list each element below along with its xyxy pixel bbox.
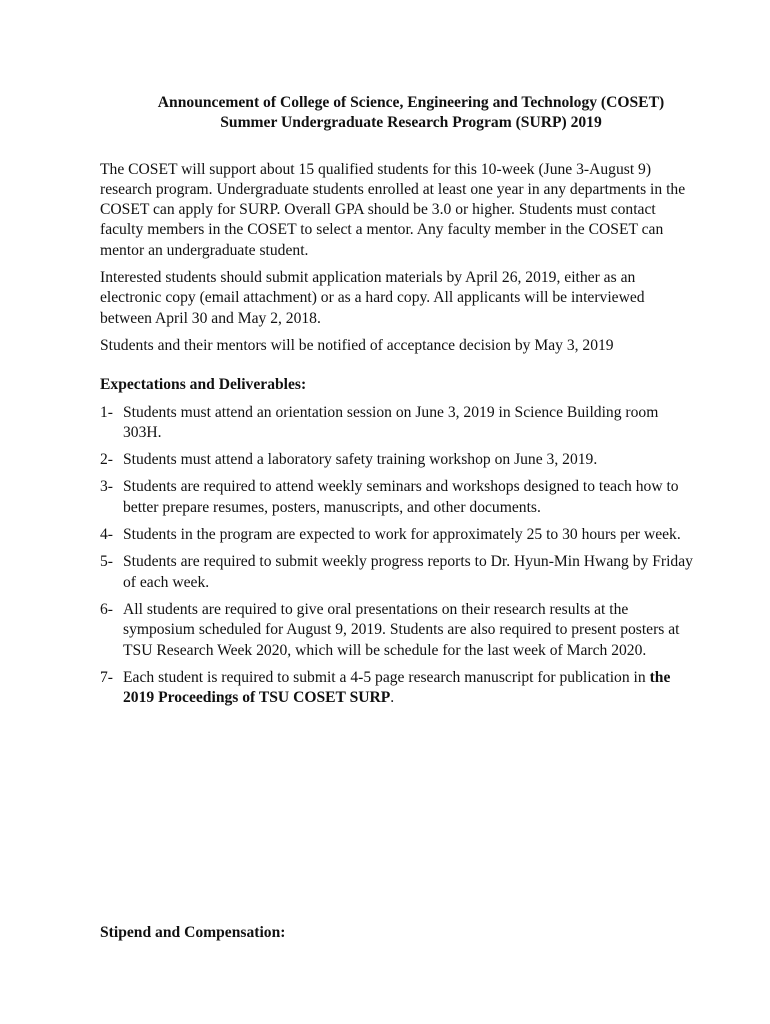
list-item-text: All students are required to give oral presentations on their research results at the symposium scheduled for August 9, 2019. Students are also required to present posters at TSU Research Week 2020, which will be schedule for the last week of March 2020. [123,600,680,659]
list-item-number: 4- [100,526,113,544]
list-item-number: 1- [100,403,113,421]
proceedings-title: the 2019 Proceedings of TSU COSET SURP [123,668,671,707]
notification-paragraph: Students and their mentors will be notified of acceptance decision by May 3, 2019 [100,336,614,354]
list-item [100,450,700,470]
list-item [100,525,700,545]
list-item-text-before: Each student is required to submit a 4-5 page research manuscript for publication in [123,668,650,686]
list-item-text: Students must attend an orientation session on June 3, 2019 in Science Building room 303H. [123,403,659,441]
list-item-text-after: . [390,689,395,707]
list-item [100,403,700,444]
list-item [100,600,700,661]
list-item [100,477,700,518]
list-item-number: 6- [100,600,113,618]
list-item-text: Students in the program are expected to work for approximately 25 to 30 hours per week. [123,526,681,544]
list-item-number: 5- [100,553,113,571]
title-line-1: Announcement of College of Science, Engineering and Technology (COSET) [157,94,665,111]
list-item-number: 7- [100,668,113,686]
document-title [100,93,700,134]
list-item [100,668,700,709]
title-line-2: Summer Undergraduate Research Program (SURP) 2019 [220,114,602,132]
list-item [100,552,700,593]
expectations-heading: Expectations and Deliverables: [100,376,307,394]
document-page [100,93,700,715]
intro-paragraph: The COSET will support about 15 qualified students for this 10-week (June 3-August 9) research program. Undergraduate students enrolled at least one year in any departments in the COSET can apply for SURP. Overall GPA should be 3.0 or higher. Students must contact faculty members in the COSET to select a mentor. Any faculty member in the COSET can mentor an undergraduate student. [100,160,686,259]
list-item-text: Students are required to attend weekly seminars and workshops designed to teach how to better prepare resumes, posters, manuscripts, and other documents. [123,478,679,516]
list-item-number: 2- [100,451,113,469]
application-paragraph: Interested students should submit application materials by April 26, 2019, either as an electronic copy (email attachment) or as a hard copy. All applicants will be interviewed between April 30 and May 2, 2018. [100,269,645,327]
list-item-number: 3- [100,478,113,496]
deliverables-list [100,403,700,709]
stipend-heading: Stipend and Compensation: [100,924,286,941]
list-item-text: Students are required to submit weekly progress reports to Dr. Hyun-Min Hwang by Friday of each week. [123,553,693,591]
list-item-text: Students must attend a laboratory safety training workshop on June 3, 2019. [123,451,598,469]
